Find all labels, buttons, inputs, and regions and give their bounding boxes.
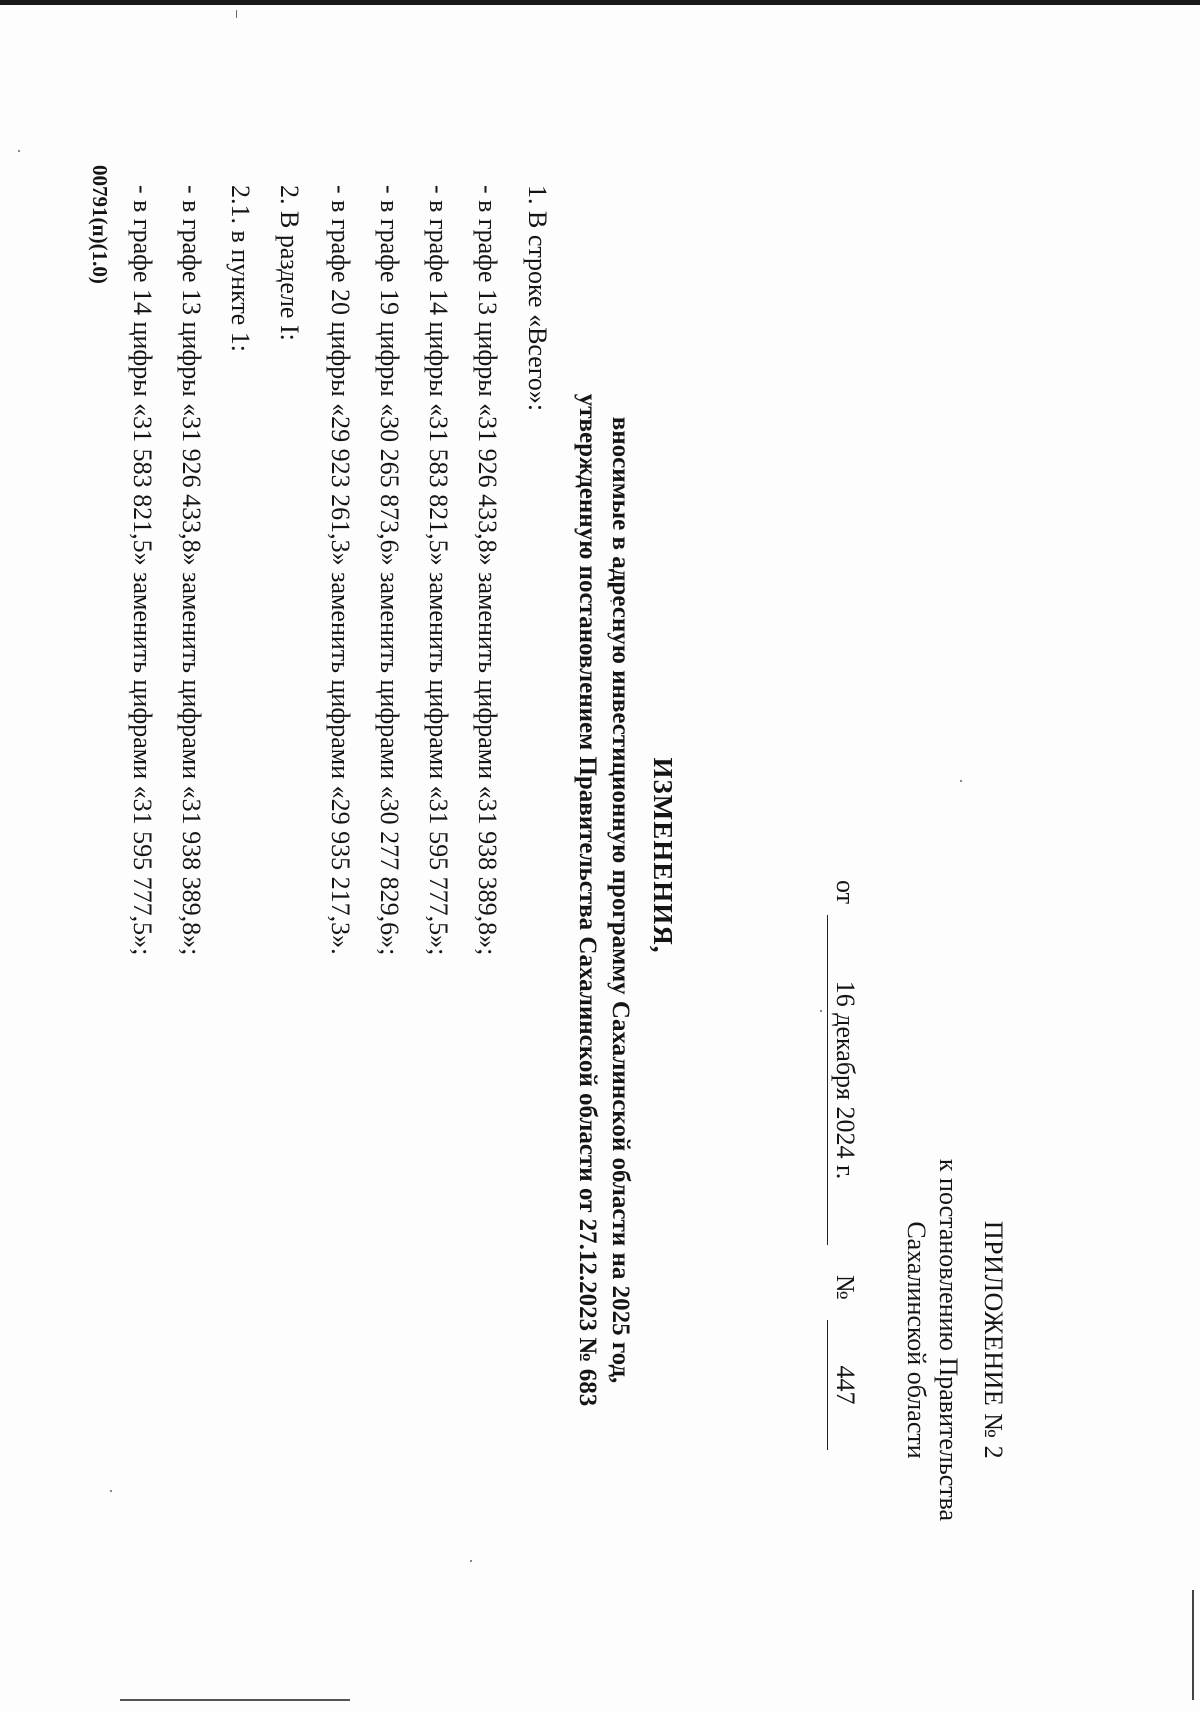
body-line: 2.1. в пункте 1: (226, 185, 255, 353)
number-prefix: № (831, 1275, 860, 1300)
body-line: - в графе 13 цифры «31 926 433,8» заменить цифрами «31 938 389,8»; (473, 185, 502, 956)
footer-code: 00791(п)(1.0) (88, 165, 112, 284)
body-line: - в графе 19 цифры «30 265 873,6» заменить цифрами «30 277 829,6»; (375, 185, 404, 956)
body-line: - в графе 20 цифры «29 923 261,3» заменить цифрами «29 935 217,3». (326, 185, 355, 955)
subtitle-line-2: утвержденную постановлением Правительства Сахалинской области от 27.12.2023 № 683 (574, 393, 601, 1407)
body-line: 2. В разделе I: (275, 185, 304, 341)
body-line: - в графе 14 цифры «31 583 821,5» заменить цифрами «31 595 777,5»; (128, 185, 157, 956)
subtitle-line-1: вносимые в адресную инвестиционную программу Сахалинской области на 2025 год, (607, 416, 634, 1384)
appendix-block (900, 1085, 1010, 1595)
body-line: - в графе 14 цифры «31 583 821,5» заменить цифрами «31 595 777,5»; (424, 185, 453, 956)
document-subtitle (571, 250, 637, 1550)
document-heading: ИЗМЕНЕНИЯ, (648, 757, 678, 954)
body-line: - в графе 13 цифры «31 926 433,8» заменить цифрами «31 938 389,8»; (177, 185, 206, 956)
appendix-line-1: к постановлению Правительства (934, 1158, 963, 1522)
date-prefix: от (831, 880, 860, 905)
number-value: 447 (827, 1320, 860, 1450)
appendix-title: ПРИЛОЖЕНИЕ № 2 (979, 1220, 1008, 1460)
date-value: 16 декабря 2024 г. (827, 915, 860, 1245)
appendix-line-2: Сахалинской области (902, 1221, 931, 1459)
date-row (820, 880, 880, 1600)
body-line: 1. В строке «Всего»: (523, 185, 552, 412)
